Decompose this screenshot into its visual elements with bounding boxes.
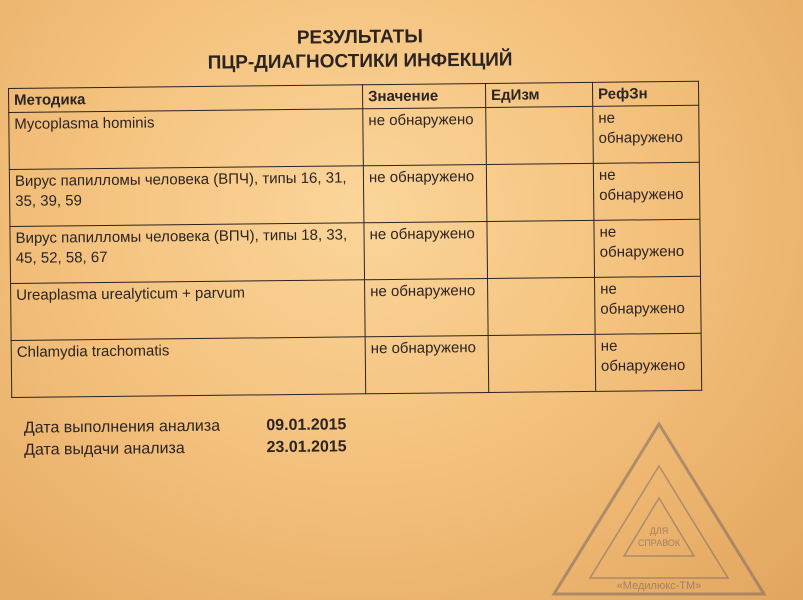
cell-value: не обнаружено	[365, 278, 489, 336]
results-table	[8, 81, 702, 398]
cell-ref: не обнаружено	[593, 105, 700, 163]
header-value: Значение	[362, 83, 485, 108]
cell-value: не обнаружено	[363, 164, 487, 222]
cell-unit	[487, 220, 595, 278]
issued-date-value: 23.01.2015	[266, 438, 347, 457]
cell-unit	[486, 163, 594, 221]
cell-method: Mycoplasma hominis	[9, 109, 364, 170]
stamp-outer-triangle	[554, 424, 764, 594]
triangle-stamp	[548, 418, 770, 600]
stamp-center-line1: ДЛЯ	[649, 526, 669, 536]
table-row	[9, 105, 700, 169]
table-row	[11, 333, 702, 397]
table-row	[11, 276, 702, 340]
stamp-inner-triangle	[590, 466, 728, 578]
title-line-1: РЕЗУЛЬТАТЫ	[296, 26, 424, 49]
cell-ref: не обнаружено	[595, 276, 702, 334]
stamp-bottom-text: «Медилюкс-ТМ»	[616, 580, 702, 592]
cell-method: Вирус папилломы человека (ВПЧ), типы 16, 31, 35, 39, 59	[9, 166, 364, 227]
page-title	[0, 22, 720, 78]
analysis-dates	[24, 414, 347, 461]
title-line-2: ПЦР-ДИАГНОСТИКИ ИНФЕКЦИЙ	[207, 49, 513, 74]
table-row	[10, 219, 701, 283]
cell-unit	[488, 334, 596, 392]
header-method: Методика	[9, 85, 363, 113]
cell-ref: не обнаружено	[595, 333, 702, 391]
cell-method: Chlamydia trachomatis	[11, 337, 366, 398]
cell-ref: не обнаружено	[593, 162, 700, 220]
cell-method: Вирус папилломы человека (ВПЧ), типы 18, 33, 45, 52, 58, 67	[10, 223, 365, 284]
cell-value: не обнаружено	[363, 107, 487, 165]
cell-value: не обнаружено	[364, 221, 488, 279]
stamp-center-line2: СПРАВОК	[637, 538, 681, 548]
performed-date-value: 09.01.2015	[266, 416, 347, 435]
header-ref: РефЗн	[592, 81, 698, 106]
cell-unit	[488, 277, 596, 335]
header-unit: ЕдИзм	[485, 82, 592, 107]
performed-date-label: Дата выполнения анализа	[23, 417, 221, 437]
cell-unit	[486, 106, 594, 164]
issued-date-label: Дата выдачи анализа	[24, 440, 185, 459]
issued-date-row	[24, 436, 347, 461]
cell-ref: не обнаружено	[594, 219, 701, 277]
cell-value: не обнаружено	[365, 335, 489, 393]
table-row	[9, 162, 700, 226]
cell-method: Ureaplasma urealyticum + parvum	[11, 280, 366, 341]
